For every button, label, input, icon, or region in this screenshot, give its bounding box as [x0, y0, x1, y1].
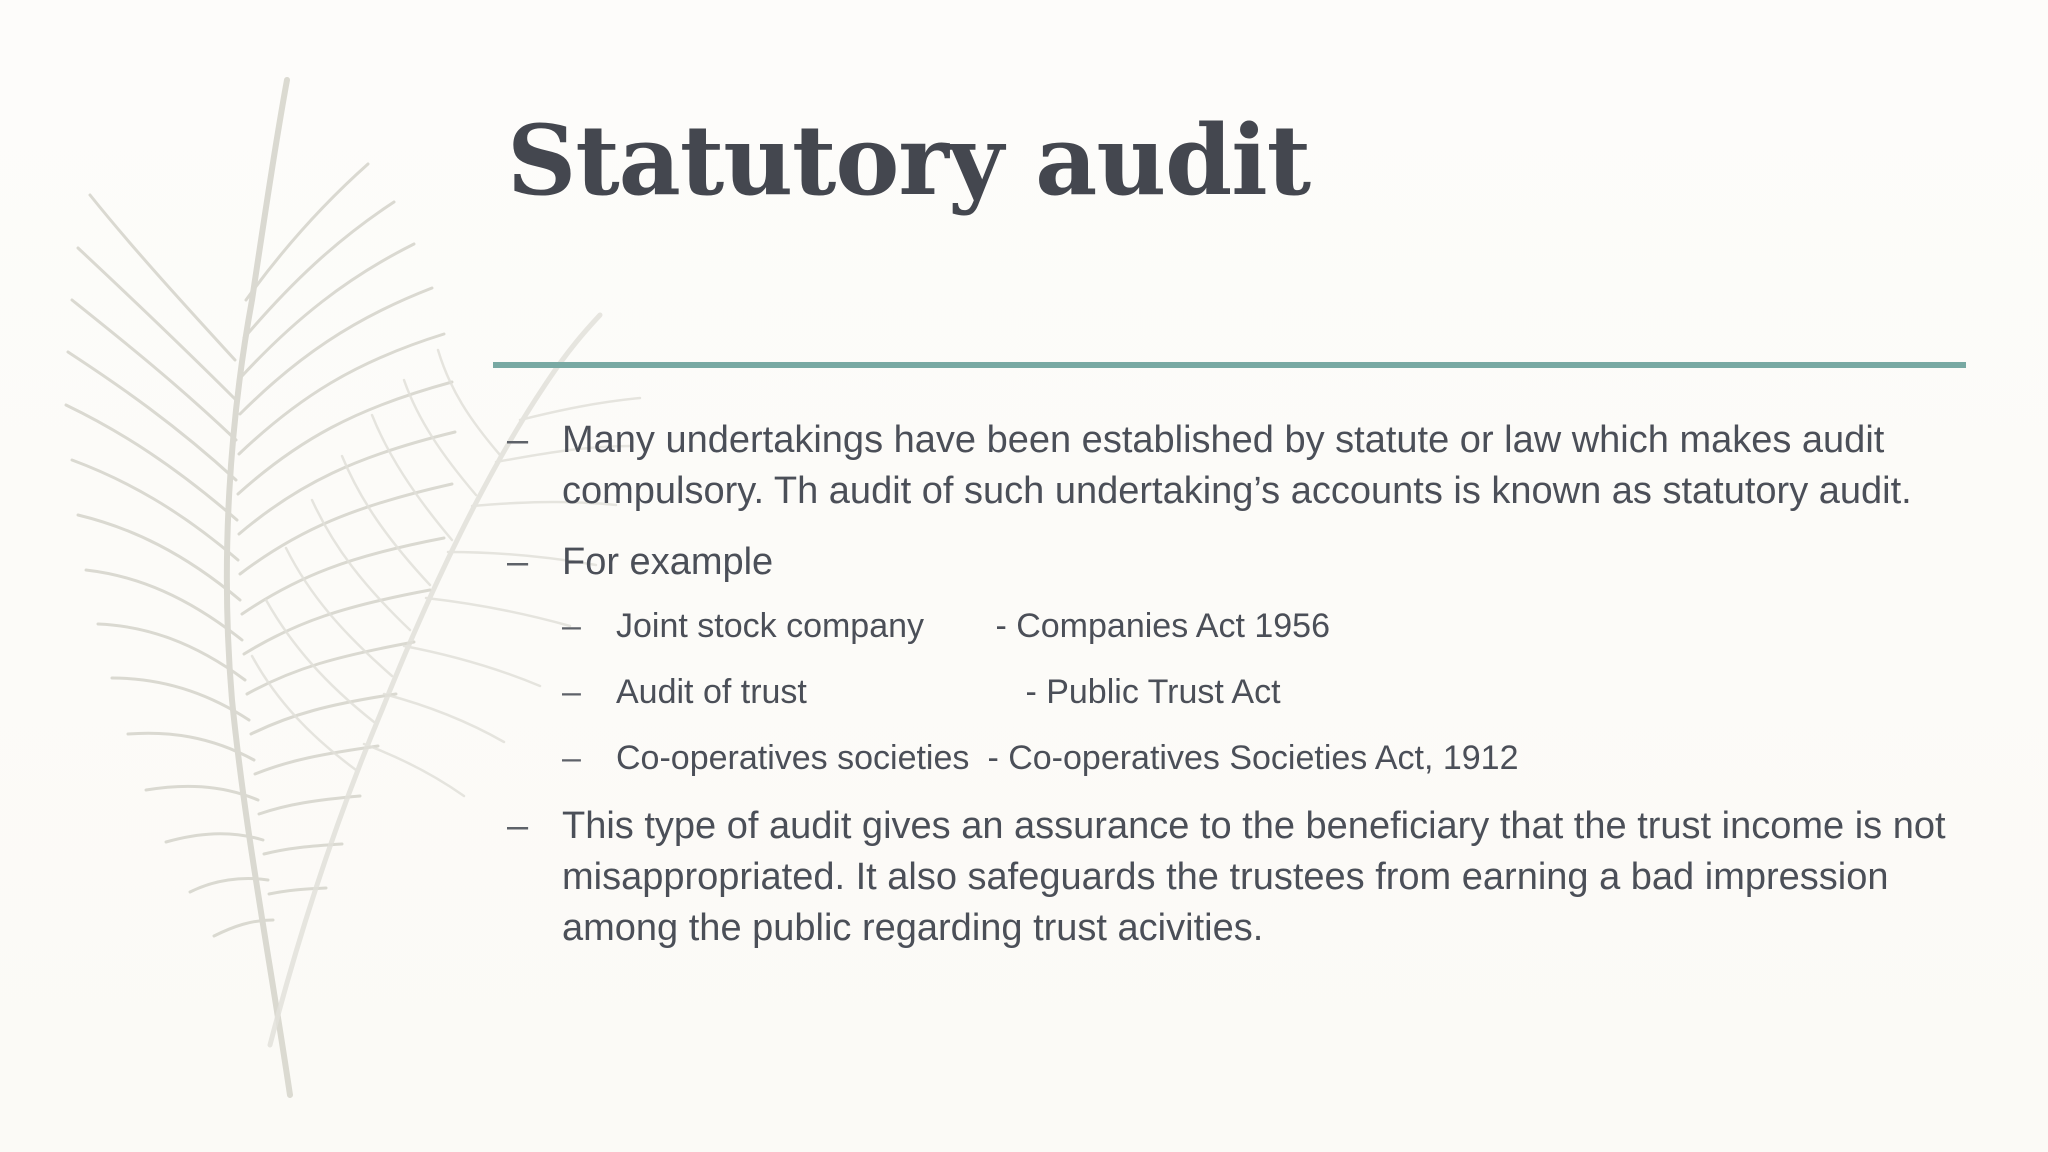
bullet-text: For example [562, 541, 774, 583]
bullet-item [507, 537, 1957, 588]
example-entity: Co-operatives societies [616, 739, 970, 777]
feather-large [66, 80, 455, 1095]
sub-bullet-dash: – [562, 673, 581, 711]
bullet-text: This type of audit gives an assurance to the beneficiary that the trust income is not misappropriated. It also safeguards the trustees from earning a bad impression among the public regarding trust acivities. [562, 805, 1946, 949]
bullet-text: Many undertakings have been established by statute or law which makes audit compulsory. Th audit of such undertaking’s accounts is known as statutory audit. [562, 419, 1912, 512]
bullet-item [507, 415, 1957, 517]
bullet-dash: – [507, 541, 529, 583]
example-act: - Co-operatives Societies Act, 1912 [987, 739, 1519, 777]
example-item [507, 603, 1957, 649]
sub-bullet-dash: – [562, 739, 581, 777]
bullet-dash: – [507, 419, 529, 461]
bullet-item [507, 801, 1957, 954]
sub-bullet-dash: – [562, 607, 581, 645]
example-act: - Public Trust Act [1025, 673, 1281, 711]
title-divider [493, 362, 1966, 368]
slide-title: Statutory audit [507, 104, 1311, 217]
example-entity: Joint stock company [616, 607, 925, 645]
example-act: - Companies Act 1956 [995, 607, 1330, 645]
example-entity: Audit of trust [616, 673, 807, 711]
slide-content [507, 415, 1957, 954]
example-item [507, 735, 1957, 781]
example-item [507, 669, 1957, 715]
bullet-dash: – [507, 805, 529, 847]
